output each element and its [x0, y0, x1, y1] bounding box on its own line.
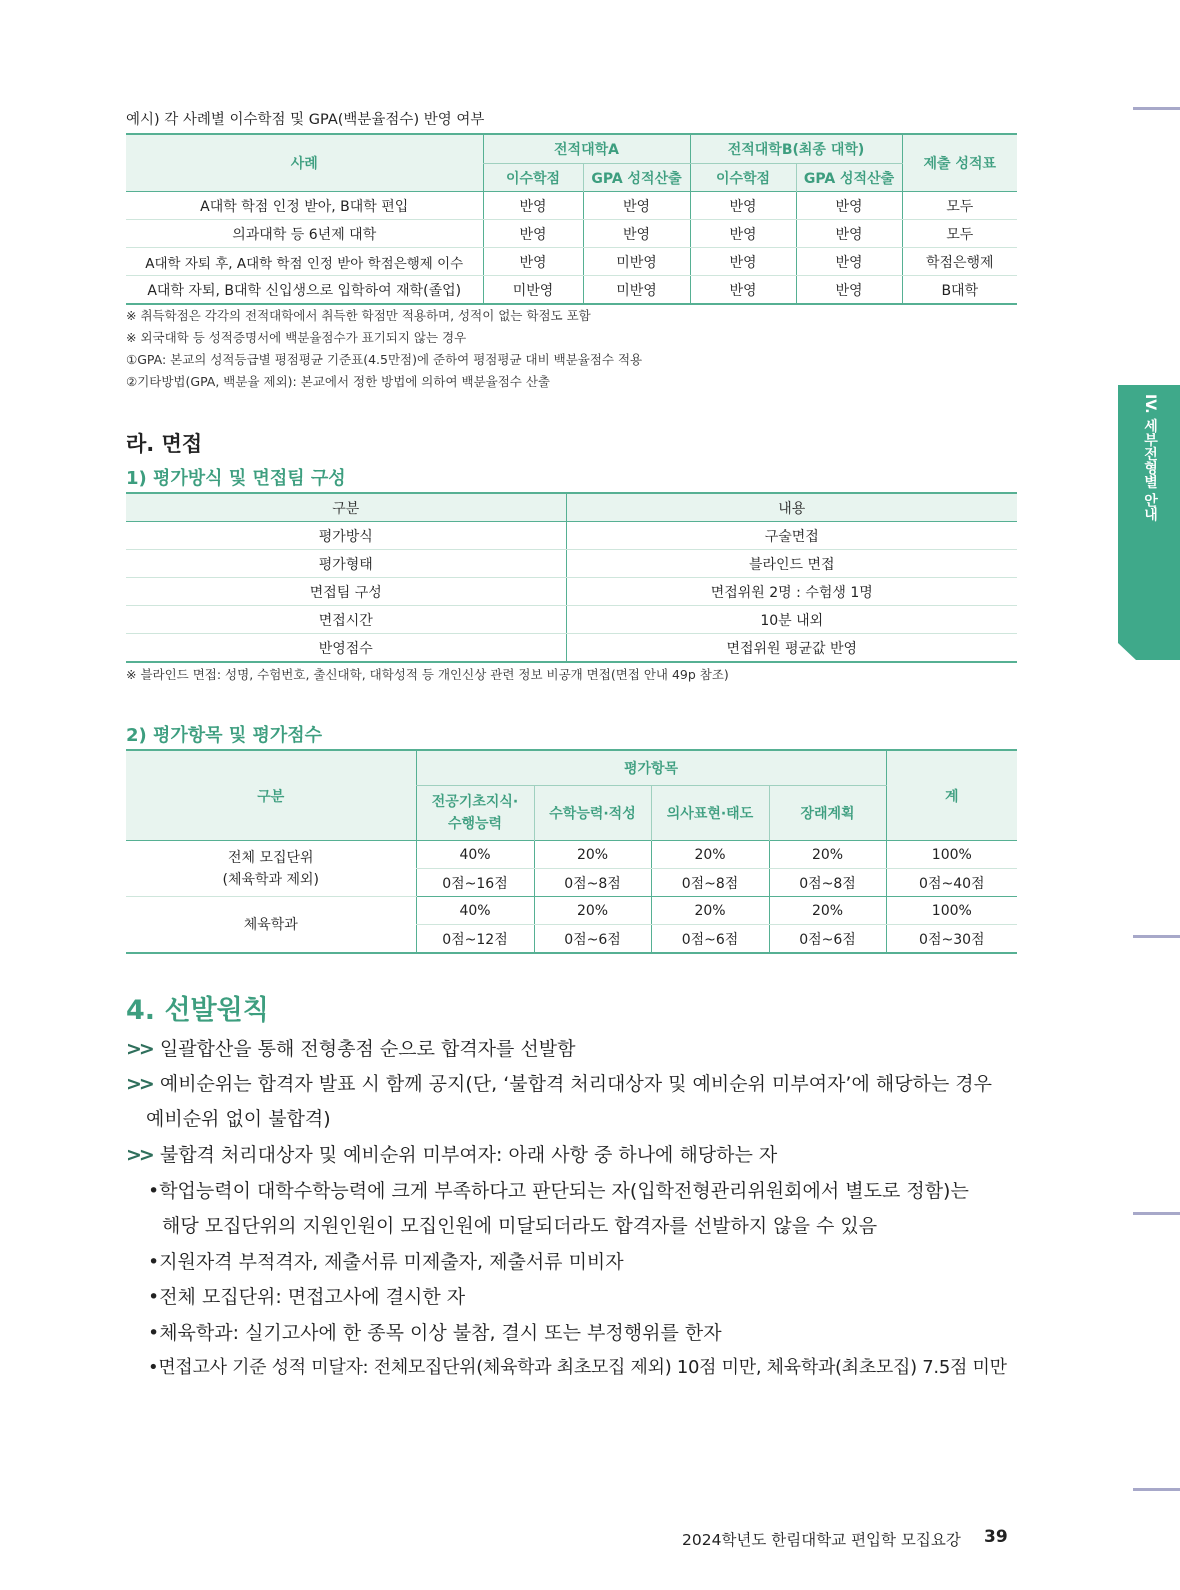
header-gpa-b: GPA 성적산출 [796, 164, 902, 192]
principle-item [126, 1140, 777, 1167]
header-submitted: 제출 성적표 [902, 134, 1017, 192]
table-row [126, 192, 1017, 220]
cell: 모두 [902, 220, 1017, 248]
evaluation-score-table [126, 749, 1017, 954]
cell: 10분 내외 [566, 606, 1017, 634]
cell: 반영 [796, 192, 902, 220]
cell: 미반영 [583, 276, 690, 305]
cell: 40% [416, 841, 534, 869]
cell: 반영 [583, 192, 690, 220]
cell: 40% [416, 897, 534, 925]
table-row [126, 522, 1017, 550]
principle-text: 일괄합산을 통해 전형총점 순으로 합격자를 선발함 [159, 1038, 576, 1060]
interview-method-table [126, 492, 1017, 663]
cell: 0점~6점 [534, 925, 651, 954]
cell: 20% [769, 897, 886, 925]
header-category: 구분 [126, 493, 566, 522]
group-name [126, 841, 416, 897]
margin-tick [1133, 1212, 1180, 1215]
margin-tick [1133, 107, 1180, 110]
page-number: 39 [984, 1527, 1008, 1547]
section-4-title: 4. 선발원칙 [126, 995, 269, 1026]
table-row [126, 606, 1017, 634]
principle-text: 예비순위는 합격자 발표 시 함께 공지(단, ‘불합격 처리대상자 및 예비순위 미부여자’에 해당하는 경우 [159, 1073, 993, 1095]
cell: 면접위원 2명 : 수험생 1명 [566, 578, 1017, 606]
cell: 면접팀 구성 [126, 578, 566, 606]
cell: 반영 [796, 276, 902, 305]
cell: 면접위원 평균값 반영 [566, 634, 1017, 663]
chapter-side-label: IV. 세부전형별 안내 [1142, 394, 1158, 522]
principle-text: 불합격 처리대상자 및 예비순위 미부여자: 아래 사항 중 하나에 해당하는 자 [159, 1144, 778, 1166]
footer-text: 2024학년도 한림대학교 편입학 모집요강 [682, 1531, 961, 1549]
credit-gpa-table [126, 133, 1017, 305]
cell: 반영 [483, 220, 583, 248]
cell: 미반영 [483, 276, 583, 305]
sub-bullet: •체육학과: 실기고사에 한 종목 이상 불참, 결시 또는 부정행위를 한자 [148, 1322, 722, 1344]
table-row [126, 841, 1017, 869]
table-row [126, 276, 1017, 305]
cell: 0점~30점 [886, 925, 1017, 954]
cell: 20% [651, 897, 769, 925]
header-credits-b: 이수학점 [690, 164, 796, 192]
section-heading: 라. 면접 [126, 432, 203, 456]
cell: 0점~8점 [651, 869, 769, 897]
table-row [126, 634, 1017, 663]
margin-tick [1133, 935, 1180, 938]
cell: A대학 학점 인정 받아, B대학 편입 [126, 192, 483, 220]
chevron-icon: >> [126, 1038, 152, 1060]
table-row [126, 897, 1017, 925]
cell: 반영 [690, 220, 796, 248]
table-row [126, 220, 1017, 248]
note-line: ※ 취득학점은 각각의 전적대학에서 취득한 학점만 적용하며, 성적이 없는 학점도 포함 [126, 308, 591, 323]
cell: 반영 [796, 220, 902, 248]
cell: 반영 [583, 220, 690, 248]
cell: 블라인드 면접 [566, 550, 1017, 578]
cell: 면접시간 [126, 606, 566, 634]
cell: 의과대학 등 6년제 대학 [126, 220, 483, 248]
header-item-expression: 의사표현·태도 [651, 786, 769, 841]
header-item-plan: 장래계획 [769, 786, 886, 841]
header-univ-a: 전적대학A [483, 134, 690, 164]
cell: 구술면접 [566, 522, 1017, 550]
cell: 학점은행제 [902, 248, 1017, 276]
table-row [126, 550, 1017, 578]
subsection-title: 2) 평가항목 및 평가점수 [126, 725, 323, 746]
cell: 100% [886, 897, 1017, 925]
cell: 20% [534, 897, 651, 925]
cell: 0점~40점 [886, 869, 1017, 897]
note-line: ①GPA: 본교의 성적등급별 평점평균 기준표(4.5만점)에 준하여 평점평균 대비 백분율점수 적용 [126, 352, 643, 367]
header-case: 사례 [126, 134, 483, 192]
note-line: ②기타방법(GPA, 백분율 제외): 본교에서 정한 방법에 의하여 백분율점수 산출 [126, 374, 551, 389]
cell: 반영 [690, 248, 796, 276]
group-name: 체육학과 [243, 916, 298, 933]
sub-bullet: •학업능력이 대학수학능력에 크게 부족하다고 판단되는 자(입학전형관리위원회에서 별도로 정함)는 [148, 1180, 969, 1202]
sub-bullet: •면접고사 기준 성적 미달자: 전체모집단위(체육학과 최초모집 제외) 10점 미만, 체육학과(최초모집) 7.5점 미만 [148, 1357, 1007, 1378]
principle-text-continued: 예비순위 없이 불합격) [146, 1108, 331, 1130]
header-credits-a: 이수학점 [483, 164, 583, 192]
cell: A대학 자퇴 후, A대학 학점 인정 받아 학점은행제 이수 [126, 248, 483, 276]
table-row [126, 578, 1017, 606]
header-item-major-line1: 전공기초지식· [431, 794, 519, 810]
cell: 반영점수 [318, 640, 373, 657]
subsection-title: 1) 평가방식 및 면접팀 구성 [126, 468, 346, 489]
header-total: 계 [886, 750, 1017, 841]
cell: 0점~8점 [534, 869, 651, 897]
cell: 0점~16점 [416, 869, 534, 897]
cell: 반영 [796, 248, 902, 276]
cell: 평가방식 [126, 522, 566, 550]
cell: 0점~12점 [416, 925, 534, 954]
header-item-major [416, 786, 534, 841]
cell: 0점~6점 [769, 925, 886, 954]
cell: 0점~6점 [651, 925, 769, 954]
group-name-line2: (체육학과 제외) [222, 871, 320, 888]
cell: 100% [886, 841, 1017, 869]
cell: 반영 [483, 192, 583, 220]
cell: 20% [534, 841, 651, 869]
cell: 0점~8점 [769, 869, 886, 897]
note-line: ※ 블라인드 면접: 성명, 수험번호, 출신대학, 대학성적 등 개인신상 관련 정보 비공개 면접(면접 안내 49p 참조) [126, 667, 729, 682]
margin-tick [1133, 1488, 1180, 1491]
sub-bullet: •지원자격 부적격자, 제출서류 미제출자, 제출서류 미비자 [148, 1251, 624, 1273]
cell: 반영 [690, 276, 796, 305]
header-gpa-a: GPA 성적산출 [583, 164, 690, 192]
principle-item [126, 1034, 575, 1061]
cell: 반영 [690, 192, 796, 220]
sub-bullet: •전체 모집단위: 면접고사에 결시한 자 [148, 1286, 466, 1308]
cell: 20% [769, 841, 886, 869]
header-univ-b: 전적대학B(최종 대학) [690, 134, 902, 164]
header-item-aptitude: 수학능력·적성 [534, 786, 651, 841]
group-name-line1: 전체 모집단위 [227, 849, 314, 866]
cell: 모두 [902, 192, 1017, 220]
cell: B대학 [902, 276, 1017, 305]
cell: 반영 [483, 248, 583, 276]
table-row [126, 248, 1017, 276]
header-category: 구분 [126, 750, 416, 841]
principle-item [126, 1069, 992, 1096]
cell: 20% [651, 841, 769, 869]
cell: A대학 자퇴, B대학 신입생으로 입학하여 재학(졸업) [147, 282, 462, 299]
cell: 평가형태 [126, 550, 566, 578]
example-title: 예시) 각 사례별 이수학점 및 GPA(백분율점수) 반영 여부 [126, 112, 485, 128]
chevron-icon: >> [126, 1073, 152, 1095]
cell: 미반영 [583, 248, 690, 276]
chevron-icon: >> [126, 1144, 152, 1166]
header-items: 평가항목 [416, 750, 886, 786]
header-content: 내용 [566, 493, 1017, 522]
header-item-major-line2: 수행능력 [447, 816, 503, 832]
sub-bullet-continued: 해당 모집단위의 지원인원이 모집인원에 미달되더라도 합격자를 선발하지 않을 수 있음 [162, 1215, 878, 1237]
note-line: ※ 외국대학 등 성적증명서에 백분율점수가 표기되지 않는 경우 [126, 330, 467, 345]
